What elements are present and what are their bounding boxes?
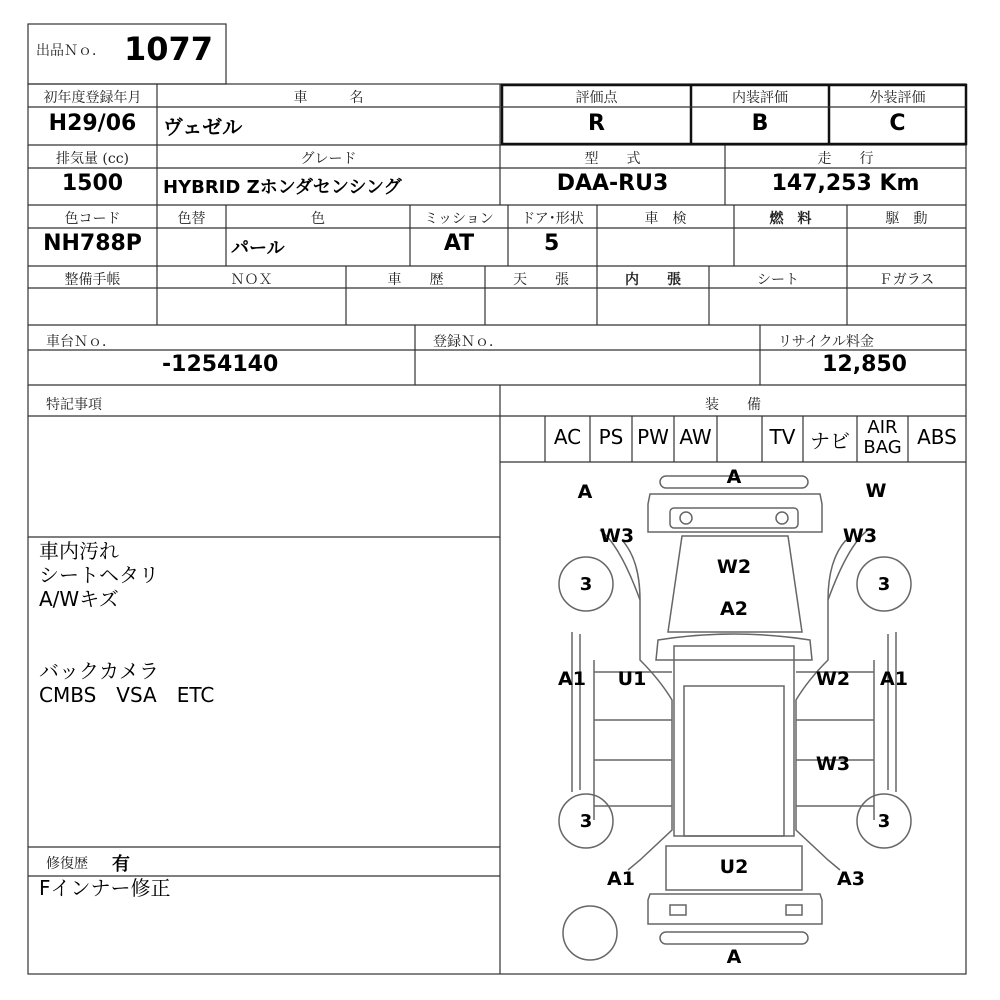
score-value: R: [588, 111, 605, 136]
damage-trunk: U2: [719, 856, 749, 878]
equip-airbag: AIR BAG: [863, 417, 902, 458]
remarks-line: CMBS VSA ETC: [39, 683, 215, 707]
inspection-label: 車 検: [644, 211, 687, 227]
registration-no-label: 登録Ｎｏ．: [433, 334, 503, 350]
car-name-label: 車 名: [293, 90, 364, 106]
service-book-label: 整備手帳: [64, 272, 121, 288]
damage-right-door: W2: [815, 668, 851, 690]
door-value: 5: [544, 231, 560, 256]
damage-hood-upper: W2: [716, 556, 752, 578]
reg-date-value: H29/06: [48, 111, 137, 136]
lot-label: 出品Ｎｏ．: [36, 43, 106, 59]
remarks-notes: [39, 539, 214, 707]
displacement-label: 排気量 (cc): [55, 151, 130, 167]
recycle-fee-label: リサイクル料金: [778, 334, 875, 350]
car-damage-diagram: [500, 462, 966, 974]
damage-right-front-wheel: 3: [877, 574, 891, 595]
equipment-label: 装 備: [705, 397, 761, 413]
damage-left-rear: A1: [607, 868, 635, 890]
interior-trim-label: 内 張: [625, 272, 681, 288]
damage-left-side: A1: [558, 668, 586, 690]
damage-hood-lower: A2: [720, 598, 748, 620]
color-label: 色: [311, 211, 325, 227]
repair-detail: Fインナー修正: [39, 876, 171, 900]
lot-number: 1077: [124, 30, 214, 68]
damage-right-rear-wheel: 3: [877, 811, 891, 832]
recycle-fee-value: 12,850: [822, 352, 907, 377]
damage-right-rear: A3: [837, 868, 865, 890]
exterior-score-value: C: [889, 111, 906, 136]
chassis-value: -1254140: [162, 352, 279, 377]
damage-right-side: A1: [880, 668, 908, 690]
equip-pw: PW: [637, 425, 669, 449]
drive-label: 駆 動: [885, 211, 928, 227]
equip-ac: AC: [553, 425, 582, 449]
front-glass-label: Ｆガラス: [878, 272, 935, 288]
nox-label: ＮＯＸ: [230, 272, 273, 288]
grade-value: HYBRID Zホンダセンシング: [163, 177, 402, 198]
damage-right-rear-door: W3: [815, 753, 851, 775]
equip-aw: AW: [679, 425, 712, 449]
remarks-line: シートヘタリ: [39, 563, 159, 587]
damage-front-right: W: [865, 480, 887, 502]
equip-abs: ABS: [917, 425, 957, 449]
grade-label: グレード: [300, 151, 357, 167]
color-code-value: NH788P: [43, 231, 142, 256]
equip-tv: TV: [769, 425, 796, 449]
ceiling-label: 天 張: [513, 272, 569, 288]
remarks-label: 特記事項: [46, 397, 102, 413]
reg-date-label: 初年度登録年月: [43, 90, 142, 106]
remarks-line: 車内汚れ: [39, 539, 119, 563]
damage-left-rear-wheel: 3: [579, 811, 593, 832]
damage-left-fender: W3: [599, 525, 635, 547]
mission-label: ミッション: [424, 211, 494, 227]
remarks-line: [39, 611, 214, 635]
color-value: パール: [231, 238, 285, 259]
damage-front-bumper: A: [726, 466, 742, 488]
damage-front-left: A: [577, 481, 593, 503]
damage-left-door: U1: [617, 668, 647, 690]
seat-label: シート: [757, 272, 799, 288]
displacement-value: 1500: [61, 171, 124, 196]
model-value: DAA-RU3: [556, 171, 669, 196]
remarks-line: A/Wキズ: [39, 587, 119, 611]
remarks-line: バックカメラ: [39, 659, 159, 683]
damage-right-fender: W3: [842, 525, 878, 547]
exterior-score-label: 外装評価: [869, 90, 926, 106]
color-code-label: 色コード: [64, 211, 121, 227]
fuel-label: 燃 料: [769, 211, 812, 227]
color-change-label: 色替: [177, 211, 206, 227]
damage-rear-bumper: A: [726, 946, 742, 968]
interior-score-label: 内装評価: [732, 90, 788, 106]
mileage-value: 147,253 Km: [771, 171, 920, 196]
car-name-value: ヴェゼル: [163, 115, 243, 139]
score-label: 評価点: [575, 90, 618, 106]
car-history-label: 車 歴: [387, 272, 444, 288]
repair-history-value: 有: [112, 854, 130, 875]
equip-navi: ナビ: [810, 429, 850, 453]
mission-value: AT: [443, 231, 475, 256]
interior-score-value: B: [751, 111, 769, 136]
model-label: 型 式: [584, 151, 641, 167]
door-label: ドア･形状: [521, 211, 584, 227]
chassis-label: 車台Ｎｏ．: [46, 334, 116, 350]
equip-ps: PS: [598, 425, 624, 449]
mileage-label: 走 行: [817, 151, 874, 167]
repair-history-label: 修復歴: [46, 856, 88, 872]
remarks-line: [39, 635, 214, 659]
damage-left-front-wheel: 3: [579, 574, 593, 595]
